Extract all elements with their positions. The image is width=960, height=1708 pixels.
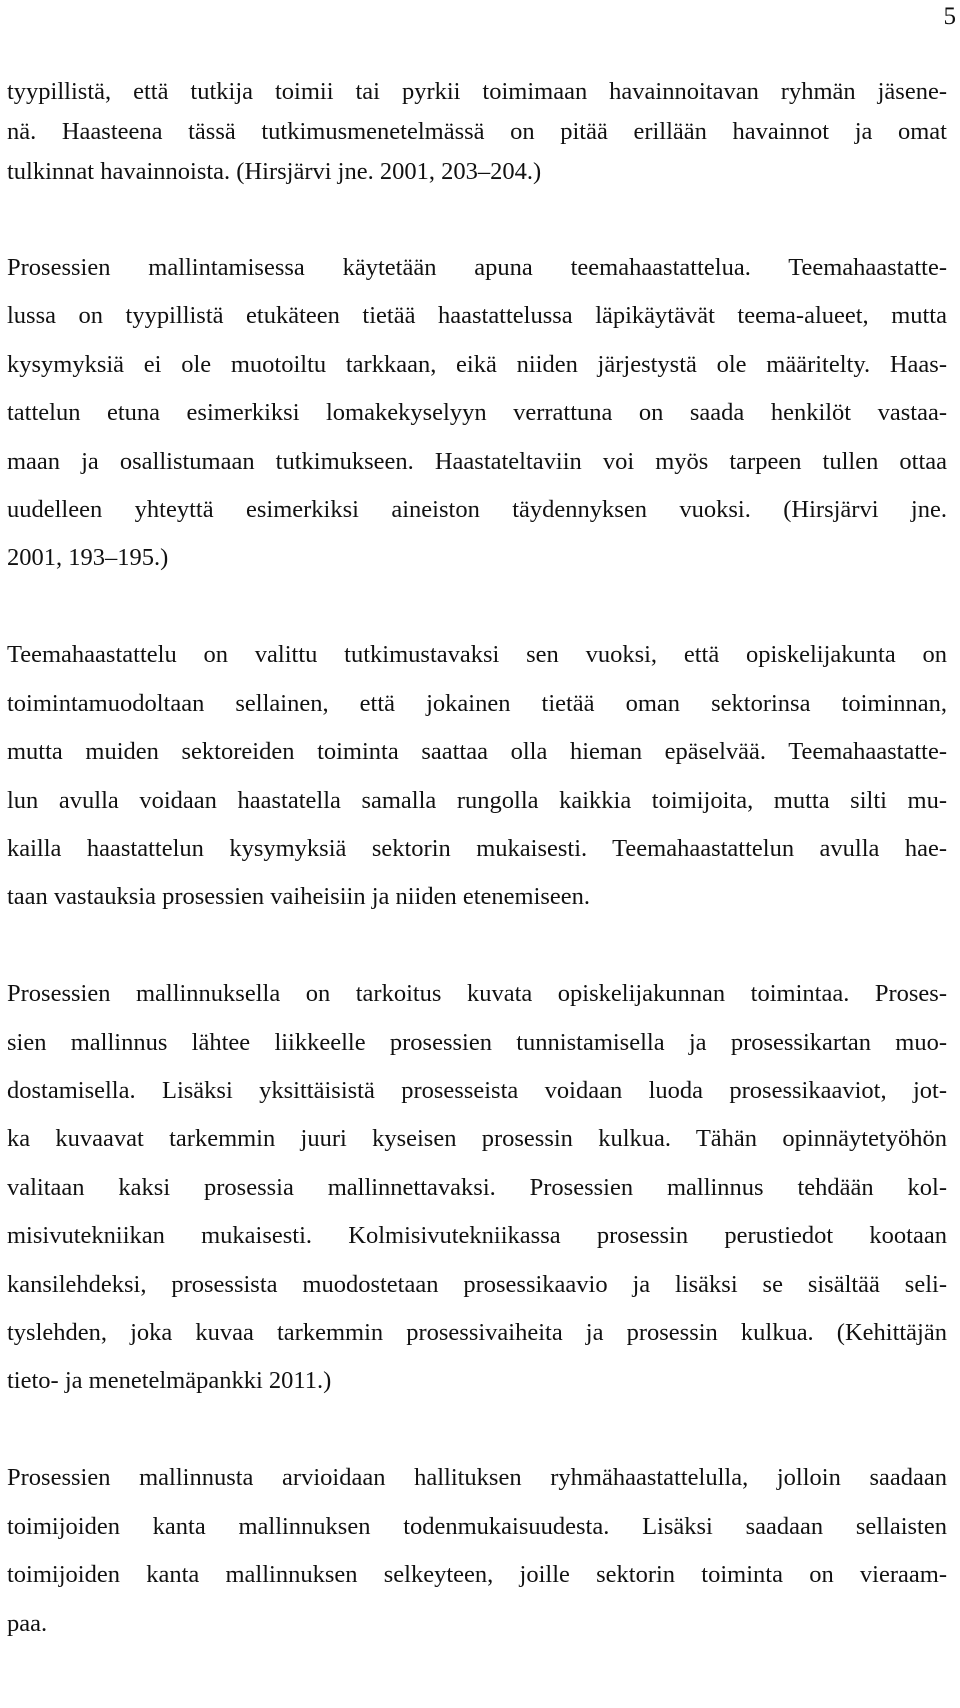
text-line: nä. Haasteena tässä tutkimusmenetelmässä on pitää erillään havainnot ja omat — [7, 118, 947, 145]
text-line: tulkinnat havainnoista. (Hirsjärvi jne. 2001, 203–204.) — [7, 158, 542, 185]
text-line: kysymyksiä ei ole muotoiltu tarkkaan, eikä niiden järjestystä ole määritelty. Haas- — [7, 350, 947, 378]
text-line: Teemahaastattelu on valittu tutkimustavaksi sen vuoksi, että opiskelijakunta on — [7, 641, 947, 669]
paragraph-5 — [7, 1454, 947, 1648]
paragraph-gap — [7, 583, 947, 632]
text-line: Prosessien mallintamisessa käytetään apuna teemahaastattelua. Teemahaastatte- — [7, 254, 947, 281]
text-line: tyslehden, joka kuvaa tarkemmin prosessivaiheita ja prosessin kulkua. (Kehittäjän — [7, 1319, 947, 1346]
text-line: tyypillistä, että tutkija toimii tai pyrkii toimimaan havainnoitavan ryhmän jäsene- — [7, 78, 947, 105]
text-line: Prosessien mallinnuksella on tarkoitus kuvata opiskelijakunnan toimintaa. Proses- — [7, 980, 947, 1008]
paragraph-gap — [7, 1406, 947, 1455]
text-line: kansilehdeksi, prosessista muodostetaan prosessikaavio ja lisäksi se sisältää seli- — [7, 1270, 947, 1298]
text-line: valitaan kaksi prosessia mallinnettavaksi. Prosessien mallinnus tehdään kol- — [7, 1173, 947, 1201]
text-line: lussa on tyypillistä etukäteen tietää haastattelussa läpikäytävät teema-alueet, mutta — [7, 302, 947, 330]
text-line: dostamisella. Lisäksi yksittäisistä prosesseista voidaan luoda prosessikaaviot, jot- — [7, 1077, 947, 1105]
text-line: maan ja osallistumaan tutkimukseen. Haastateltaviin voi myös tarpeen tullen ottaa — [7, 447, 947, 475]
text-line: toimijoiden kanta mallinnuksen todenmukaisuudesta. Lisäksi saadaan sellaisten — [7, 1512, 947, 1540]
text-line: Prosessien mallinnusta arvioidaan hallituksen ryhmähaastattelulla, jolloin saadaan — [7, 1464, 947, 1492]
text-line: paa. — [7, 1609, 48, 1637]
paragraph-gap — [7, 922, 947, 971]
page-number: 5 — [943, 3, 956, 30]
text-line: sien mallinnus lähtee liikkeelle prosessien tunnistamisella ja prosessikartan muo- — [7, 1028, 947, 1056]
paragraph-gap — [7, 192, 947, 244]
text-line: lun avulla voidaan haastatella samalla rungolla kaikkia toimijoita, mutta silti mu- — [7, 786, 947, 814]
paragraph-1 — [7, 72, 947, 192]
paragraph-2 — [7, 244, 947, 583]
text-line: ka kuvaavat tarkemmin juuri kyseisen prosessin kulkua. Tähän opinnäytetyöhön — [7, 1125, 947, 1153]
text-line: tieto- ja menetelmäpankki 2011.) — [7, 1367, 332, 1395]
paragraph-3 — [7, 631, 947, 921]
text-line: uudelleen yhteyttä esimerkiksi aineiston täydennyksen vuoksi. (Hirsjärvi jne. — [7, 495, 947, 523]
text-line: mutta muiden sektoreiden toiminta saattaa olla hieman epäselvää. Teemahaastatte- — [7, 738, 947, 766]
text-line: toimijoiden kanta mallinnuksen selkeyteen, joille sektorin toiminta on vieraam- — [7, 1561, 947, 1589]
text-line: misivutekniikan mukaisesti. Kolmisivutekniikassa prosessin perustiedot kootaan — [7, 1222, 947, 1250]
text-line: taan vastauksia prosessien vaiheisiin ja niiden etenemiseen. — [7, 883, 591, 911]
page-body — [7, 72, 947, 1648]
text-line: 2001, 193–195.) — [7, 544, 169, 572]
paragraph-4 — [7, 970, 947, 1406]
text-line: tattelun etuna esimerkiksi lomakekyselyyn verrattuna on saada henkilöt vastaa- — [7, 399, 947, 427]
text-line: toimintamuodoltaan sellainen, että jokainen tietää oman sektorinsa toiminnan, — [7, 689, 947, 717]
text-line: kailla haastattelun kysymyksiä sektorin mukaisesti. Teemahaastattelun avulla hae- — [7, 834, 947, 862]
